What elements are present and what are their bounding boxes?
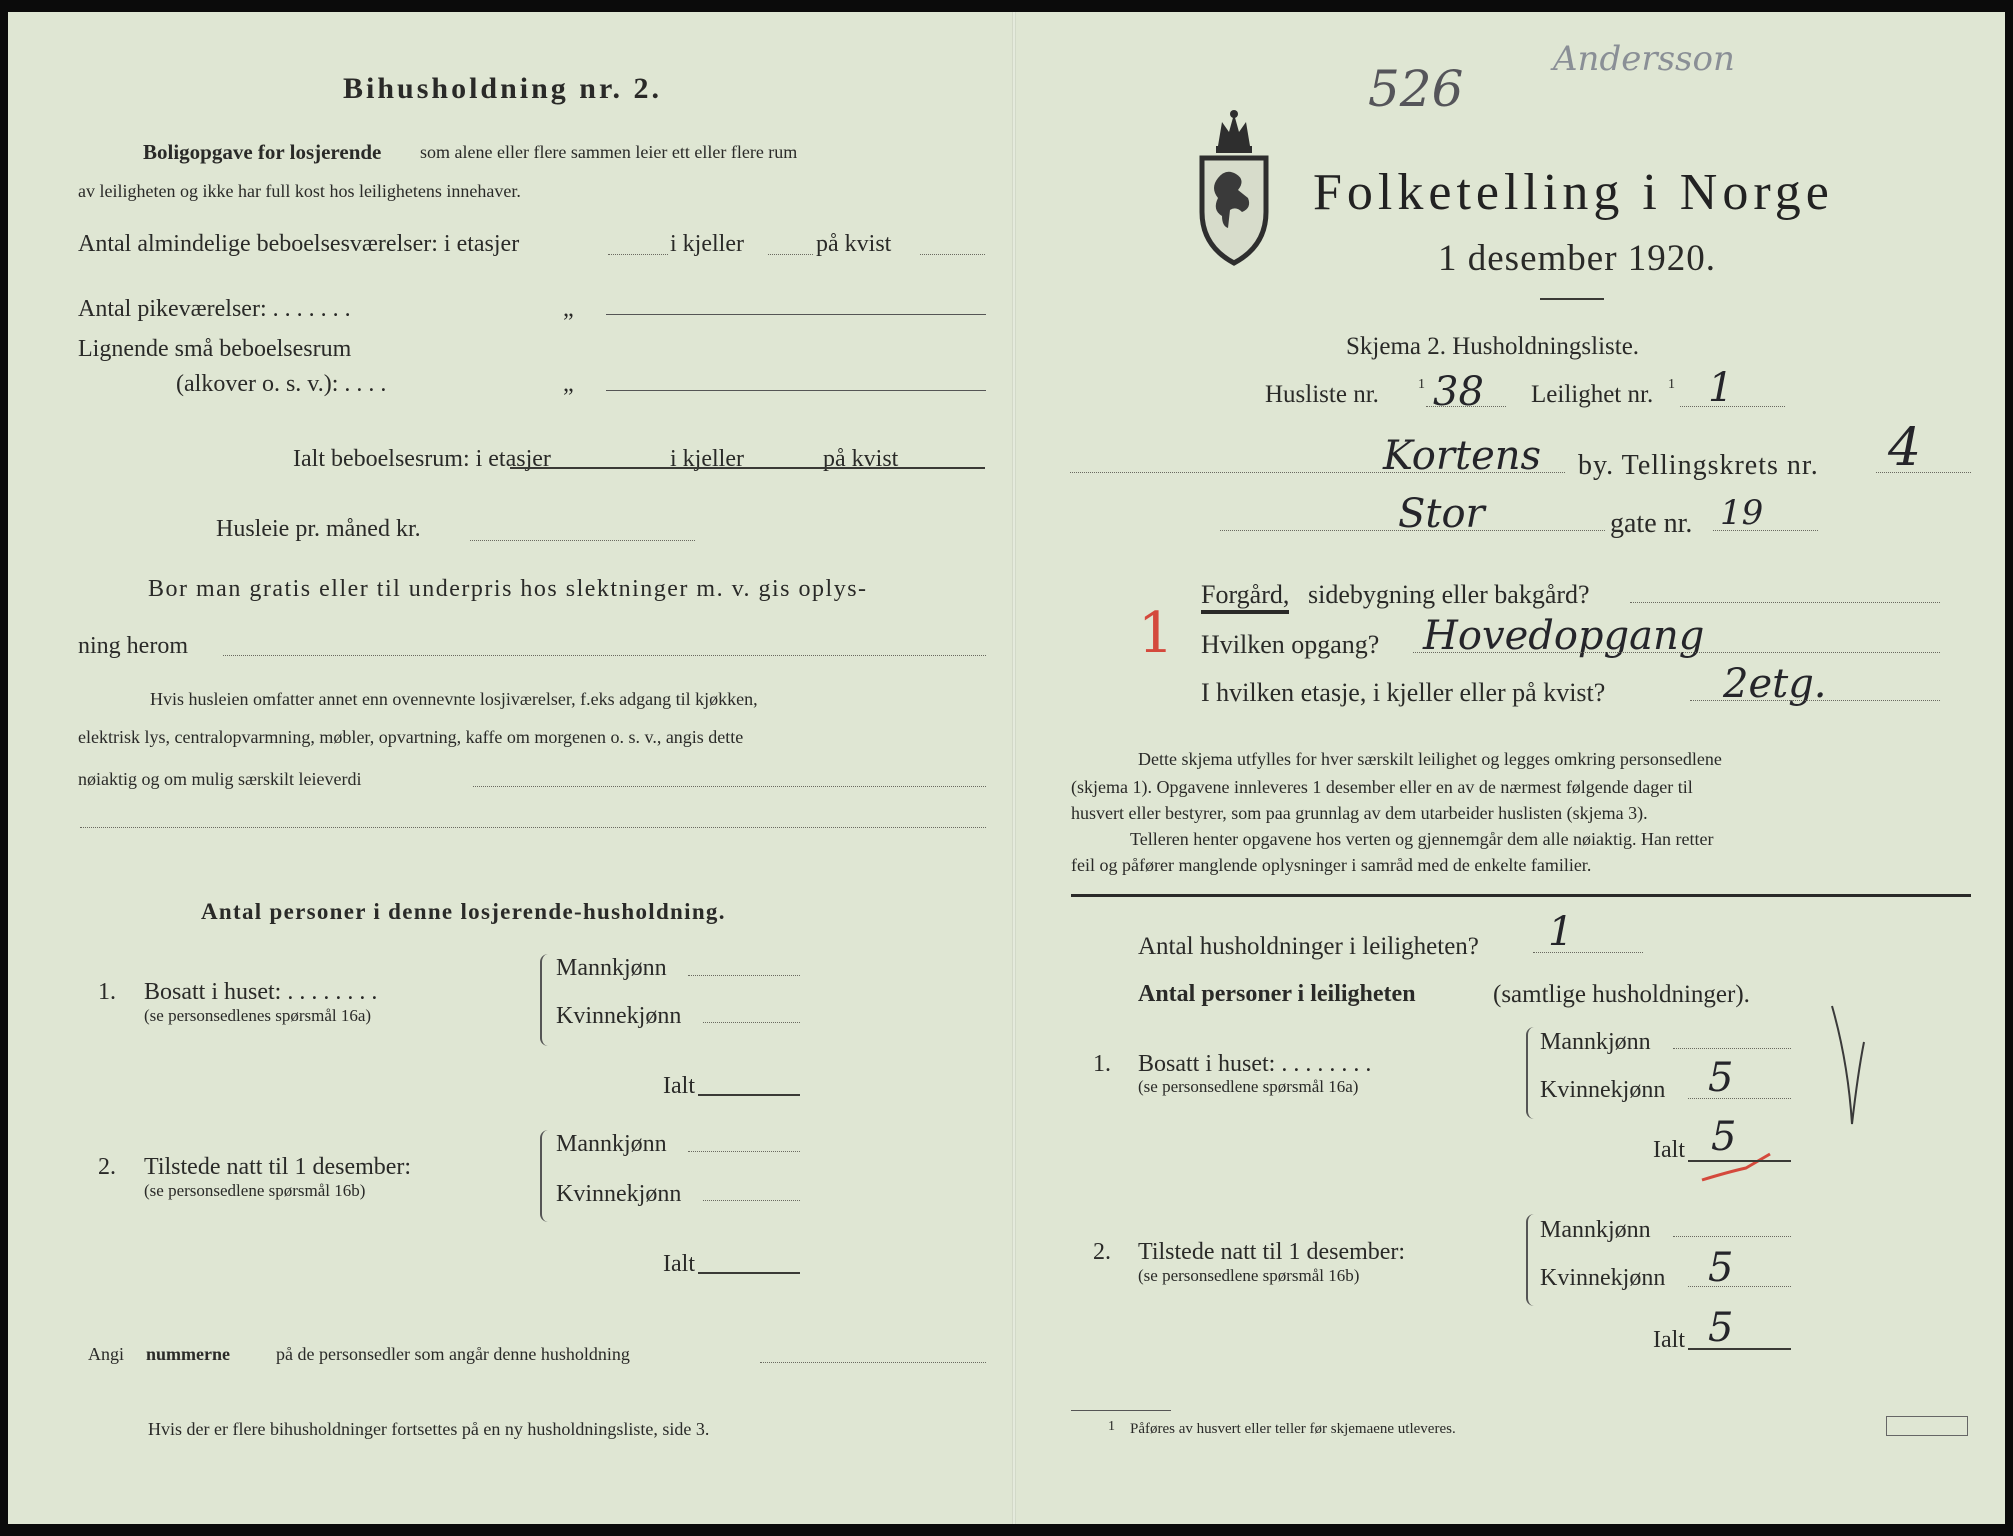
left-q2-label: Tilstede natt til 1 desember: [144,1154,412,1180]
right-q1-kvinne-line [1688,1098,1791,1099]
right-q1-mann-line [1673,1048,1791,1049]
note-line [473,786,986,787]
left-q1-ialt-line [698,1094,800,1096]
left-q1-mann-line [688,975,800,976]
right-q2-brace [1526,1214,1536,1306]
left-q2-mann-line [688,1151,800,1152]
right-q2-num: 2. [1093,1239,1111,1265]
forgard-label: Forgård, [1201,582,1289,614]
pencil-tick-icon [1828,1002,1868,1132]
forgard-line [1630,602,1940,603]
angi-line [760,1362,986,1363]
leilighet-sup: 1 [1668,377,1675,392]
right-q2-mann: Mannkjønn [1540,1217,1651,1243]
opgang-line [1413,652,1940,653]
left-q2-kvinne: Kvinnekjønn [556,1181,682,1207]
section-rule [1071,894,1971,897]
right-title: Folketelling i Norge [1313,164,1834,221]
note-2: elektrisk lys, centralopvarmning, møbler, opvartning, kaffe om morgenen o. s. v., angis dette [78,727,744,747]
left-q2-ialt-line [698,1272,800,1274]
antal-hush-label: Antal husholdninger i leiligheten? [1138,933,1479,960]
skjema-label: Skjema 2. Husholdningsliste. [1346,333,1640,360]
right-q2-mann-line [1673,1236,1791,1237]
census-sheet [8,12,2005,1524]
gratis-line [223,655,986,656]
ditto-2: „ [563,371,574,397]
rooms-kjeller: i kjeller [670,231,744,257]
footnote-num: 1 [1108,1419,1115,1434]
by-krets-label: by. Tellingskrets nr. [1578,450,1819,481]
note-line-2 [80,827,986,828]
left-title: Bihusholdning nr. 2. [343,72,663,105]
lignende-line [606,390,986,391]
flere-note: Hvis der er flere bihusholdninger fortsettes på en ny husholdningsliste, side 3. [148,1419,710,1439]
top-scribble: Andersson [1553,39,1735,79]
left-q1-label: Bosatt i huset: . . . . . . . . [144,979,378,1005]
rooms-etasjer-line [608,254,668,255]
right-q1-kvinne: Kvinnekjønn [1540,1077,1666,1103]
krets-line [1876,472,1971,473]
ialt-rooms-line [510,467,985,469]
instr-5: feil og påfører manglende oplysninger i samråd med de enkelte familier. [1071,855,1592,875]
footnote-rule [1071,1410,1171,1411]
right-q1-mann: Mannkjønn [1540,1029,1651,1055]
right-q1-brace [1526,1027,1536,1119]
leilighet-value: 1 [1708,365,1734,411]
rooms-kvist-line [920,254,985,255]
angi-2: på de personsedler som angår denne husholdning [276,1344,630,1364]
etasje-value: 2etg. [1723,661,1827,707]
right-q1-label: Bosatt i huset: . . . . . . . . [1138,1051,1372,1077]
right-q2-ialt: Ialt [1653,1327,1685,1353]
lignende-1: Lignende små beboelsesrum [78,336,352,362]
town-value: Kortens [1383,433,1542,479]
antal-hush-line [1533,952,1643,953]
husliste-value: 38 [1433,369,1484,415]
ialt-kvist: på kvist [823,446,899,472]
instr-2: (skjema 1). Opgavene innleveres 1 desember eller en av de nærmest følgende dager til [1071,777,1693,797]
angi-1: Angi [88,1344,124,1364]
right-persons-heading-bold: Antal personer i leiligheten [1138,981,1416,1007]
right-q2-kvinne-value: 5 [1708,1245,1734,1291]
street-value: Stor [1398,491,1485,537]
gate-value: 19 [1720,493,1764,533]
footnote-text: Påføres av husvert eller teller før skjemaene utleveres. [1130,1421,1456,1437]
left-q1-kvinne-line [703,1022,800,1023]
husleie-line [470,540,695,541]
right-q1-ialt-value: 5 [1711,1114,1737,1160]
gratis-2: ning herom [78,633,188,659]
left-q1-sub: (se personsedlenes spørsmål 16a) [144,1006,372,1025]
husliste-line [1426,406,1506,407]
right-q2-label: Tilstede natt til 1 desember: [1138,1239,1406,1265]
left-q2-kvinne-line [703,1200,800,1201]
leilighet-label: Leilighet nr. [1531,381,1654,408]
right-q1-sub: (se personsedlene spørsmål 16a) [1138,1077,1359,1096]
pike-label: Antal pikeværelser: . . . . . . . [78,296,351,322]
opgang-label: Hvilken opgang? [1201,630,1380,659]
krets-value: 4 [1888,418,1922,478]
right-q2-ialt-line [1688,1348,1791,1350]
ialt-kjeller: i kjeller [670,446,744,472]
right-q2-sub: (se personsedlene spørsmål 16b) [1138,1266,1360,1285]
left-q2-num: 2. [98,1154,116,1180]
antal-hush-value: 1 [1548,909,1574,955]
opgang-value: Hovedopgang [1423,613,1705,659]
left-q2-sub: (se personsedlene spørsmål 16b) [144,1181,366,1200]
right-date: 1 desember 1920. [1438,238,1717,279]
title-rule [1540,298,1604,300]
printer-stamp-box [1886,1416,1968,1436]
note-1: Hvis husleien omfatter annet enn ovennevnte losjiværelser, f.eks adgang til kjøkken, [150,689,758,709]
instr-1: Dette skjema utfylles for hver særskilt leilighet og legges omkring personsedlene [1138,749,1722,769]
instr-3: husvert eller bestyrer, som paa grunnlag av dem utarbeider huslisten (skjema 3). [1071,803,1648,823]
rooms-kjeller-line [768,254,813,255]
right-q2-kvinne: Kvinnekjønn [1540,1265,1666,1291]
instr-4: Telleren henter opgavene hos verten og gjennemgår dem alle nøiaktig. Han retter [1130,829,1714,849]
note-3: nøiaktig og om mulig særskilt leieverdi [78,769,362,789]
left-persons-heading: Antal personer i denne losjerende-husholdning. [201,899,726,924]
left-q2-mann: Mannkjønn [556,1131,667,1157]
husleie-label: Husleie pr. måned kr. [216,516,421,542]
right-q1-num: 1. [1093,1051,1111,1077]
forgard-rest: sidebygning eller bakgård? [1308,580,1590,609]
husliste-label: Husliste nr. [1265,381,1379,408]
intro-line2: av leiligheten og ikke har full kost hos leilighetens innehaver. [78,181,521,201]
intro-rest: som alene eller flere sammen leier ett eller flere rum [420,142,798,162]
lignende-2: (alkover o. s. v.): . . . . [176,371,387,397]
etasje-line [1690,700,1940,701]
ialt-rooms-label: Ialt beboelsesrum: i etasjer [293,446,551,472]
leilighet-line [1680,406,1785,407]
left-q2-ialt: Ialt [663,1251,695,1277]
left-q1-mann: Mannkjønn [556,955,667,981]
right-q2-kvinne-line [1688,1286,1791,1287]
right-q1-ialt-line [1688,1160,1791,1162]
rooms-label: Antal almindelige beboelsesværelser: i etasjer [78,231,520,257]
etasje-label: I hvilken etasje, i kjeller eller på kvist? [1201,678,1606,707]
intro-bold: Boligopgave for losjerende [143,140,382,164]
left-q1-brace [540,954,550,1046]
red-check-mark-icon [1698,1150,1778,1186]
right-q1-kvinne-value: 5 [1708,1055,1734,1101]
ditto-1: „ [563,296,574,322]
left-q1-kvinne: Kvinnekjønn [556,1003,682,1029]
husliste-sup: 1 [1418,377,1425,392]
angi-bold: nummerne [146,1344,230,1364]
norway-coat-of-arms-icon [1196,108,1272,268]
stamp-number: 526 [1368,60,1464,118]
gratis-1: Bor man gratis eller til underpris hos slektninger m. v. gis oplys- [148,576,868,602]
rooms-kvist: på kvist [816,231,892,257]
margin-red-mark: 1 [1138,601,1174,666]
left-q2-brace [540,1130,550,1222]
gate-label: gate nr. [1610,508,1693,539]
gate-line [1713,530,1818,531]
right-q2-ialt-value: 5 [1708,1305,1734,1351]
right-q1-ialt: Ialt [1653,1137,1685,1163]
left-q1-num: 1. [98,979,116,1005]
pike-line [606,314,986,315]
left-q1-ialt: Ialt [663,1073,695,1099]
right-persons-heading-rest: (samtlige husholdninger). [1493,981,1750,1008]
